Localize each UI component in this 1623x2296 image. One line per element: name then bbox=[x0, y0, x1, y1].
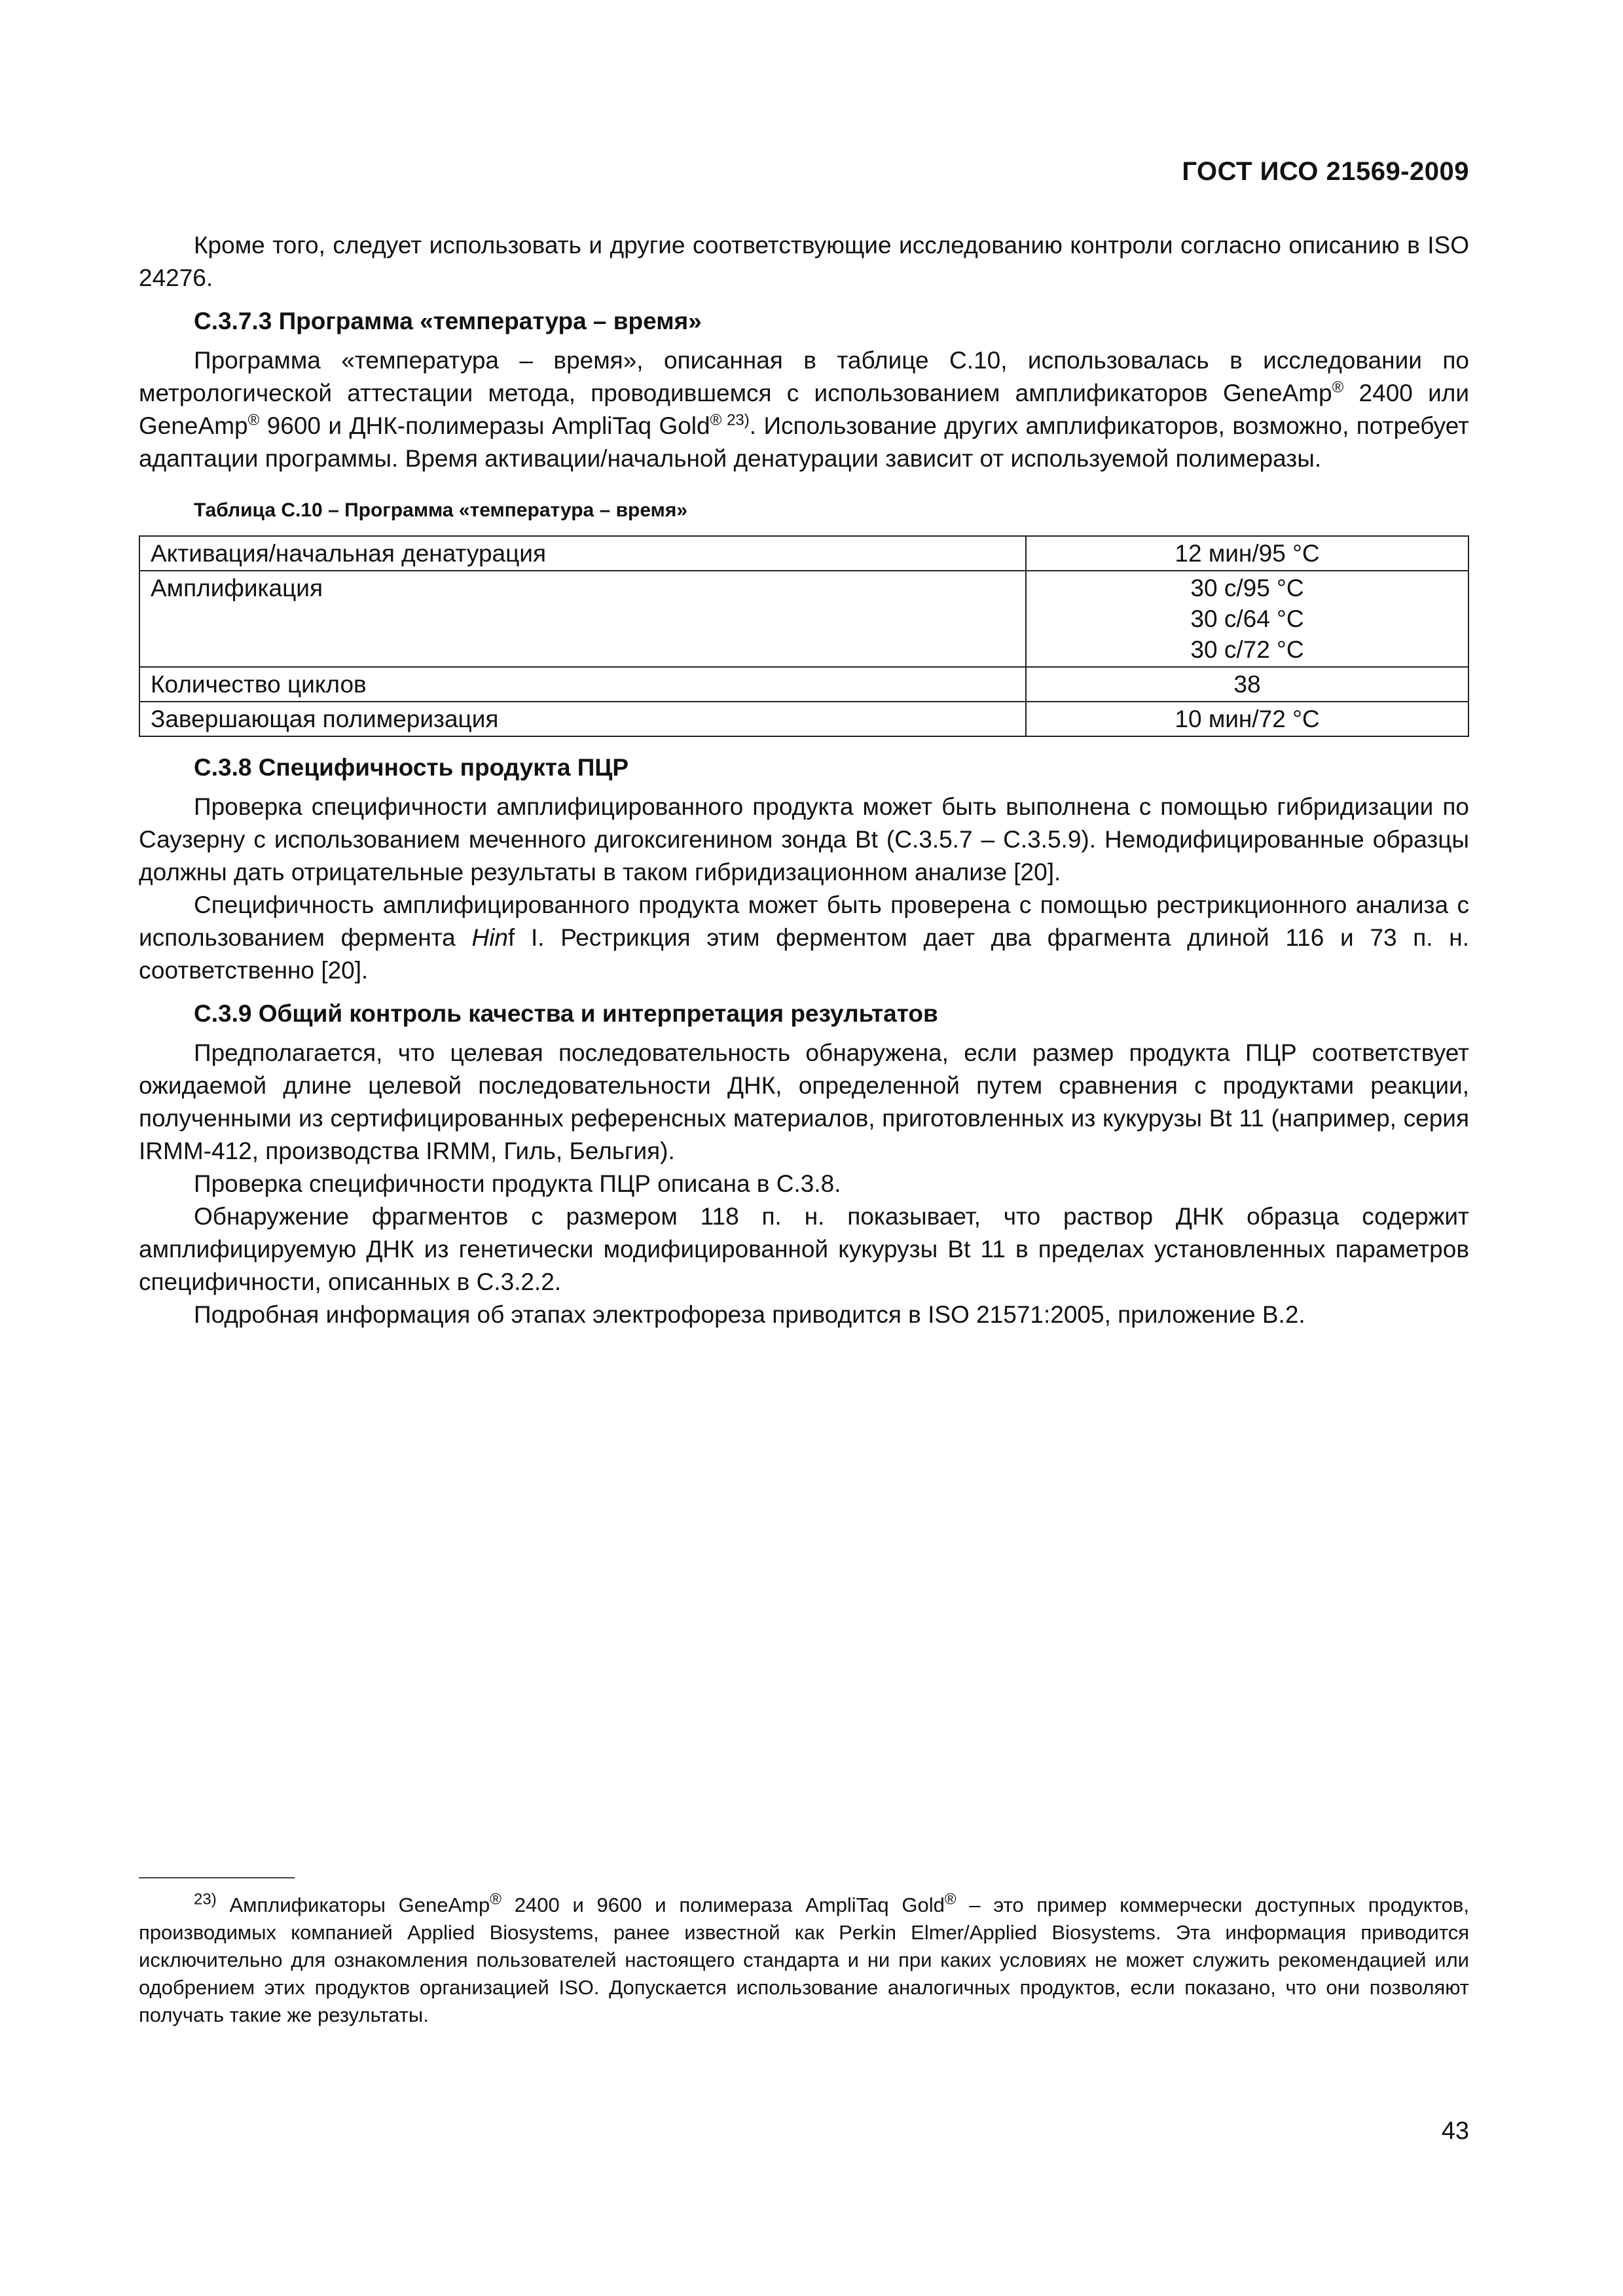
intro-paragraph: Кроме того, следует использовать и другие соответствующие исследованию контроли согласно описанию в ISO 24276. bbox=[139, 232, 1469, 291]
paragraph-c39-2: Проверка специфичности продукта ПЦР описана в С.3.8. bbox=[194, 1170, 841, 1197]
footnote bbox=[139, 1892, 1469, 2029]
table-cell-name: Завершающая полимеризация bbox=[139, 702, 1026, 736]
registered-mark: ® bbox=[1332, 378, 1344, 397]
table-row bbox=[139, 702, 1468, 736]
paragraph-c373 bbox=[139, 344, 1469, 475]
paragraph-c38-2 bbox=[139, 889, 1469, 987]
table-cell-value: 12 мин/95 °С bbox=[1026, 536, 1468, 571]
text-fragment: . Использование других амплификаторов, возможно, потребует адаптации программы. Время активации/начальной денатурации зависит от используемой полимеразы. bbox=[139, 412, 1469, 472]
table-cell-name: Амплификация bbox=[139, 571, 1026, 667]
registered-mark: ® bbox=[490, 1890, 501, 1909]
table-cell-value: 10 мин/72 °С bbox=[1026, 702, 1468, 736]
text-fragment: f I. Рестрикция этим ферментом дает два фрагмента длиной 116 и 73 п. н. соответственно [20]. bbox=[139, 924, 1469, 984]
text-fragment: 9600 и ДНК-полимеразы AmpliTaq Gold bbox=[259, 412, 710, 439]
table-cell-name: Активация/начальная денатурация bbox=[139, 536, 1026, 571]
text-fragment: 2400 или GeneAmp bbox=[139, 380, 1470, 439]
registered-mark: ® bbox=[247, 411, 260, 429]
footnote-marker: 23) bbox=[194, 1890, 217, 1909]
section-heading-c39: С.3.9 Общий контроль качества и интерпретация результатов bbox=[194, 1000, 938, 1027]
registered-mark: ® bbox=[944, 1890, 957, 1909]
program-table bbox=[139, 535, 1469, 737]
text-fragment: Амплификаторы GeneAmp bbox=[216, 1893, 490, 1916]
page-number: 43 bbox=[1441, 2117, 1469, 2145]
footnote-divider bbox=[139, 1877, 295, 1878]
paragraph-c39-3: Обнаружение фрагментов с размером 118 п. н. показывает, что раствор ДНК образца содержит амплифицируемую ДНК из генетически модифицированной кукурузы Bt 11 в пределах установленных параметров специфичности, описанных в С.3.2.2. bbox=[139, 1203, 1469, 1295]
table-row bbox=[139, 667, 1468, 702]
enzyme-name-italic: Hin bbox=[471, 924, 508, 951]
table-cell-line: 30 с/72 °С bbox=[1190, 636, 1304, 663]
footnote-reference: ® 23) bbox=[710, 411, 750, 429]
table-cell-line: 30 с/95 °С bbox=[1190, 575, 1304, 601]
document-header: ГОСТ ИСО 21569-2009 bbox=[1182, 157, 1469, 186]
paragraph-c39-4: Подробная информация об этапах электрофореза приводится в ISO 21571:2005, приложение В.2. bbox=[194, 1301, 1305, 1328]
table-cell-line: 30 с/64 °С bbox=[1190, 605, 1304, 632]
main-content bbox=[139, 229, 1469, 1331]
text-fragment: 2400 и 9600 и полимераза AmpliTaq Gold bbox=[501, 1893, 945, 1916]
paragraph-c39-1: Предполагается, что целевая последовательность обнаружена, если размер продукта ПЦР соответствует ожидаемой длине целевой последовательности ДНК, определенной путем сравнения с продуктами реакции, полученными из сертифицированных референсных материалов, приготовленных из кукурузы Bt 11 (например, серия IRMM-412, производства IRMM, Гиль, Бельгия). bbox=[139, 1039, 1469, 1164]
text-fragment: Программа «температура – время», описанная в таблице С.10, использовалась в исследовании по метрологической аттестации метода, проводившемся с использованием амплификаторов GeneAmp bbox=[139, 347, 1469, 406]
section-heading-c38: С.3.8 Специфичность продукта ПЦР bbox=[194, 754, 629, 781]
footnote-text bbox=[139, 1892, 1469, 2029]
text-fragment: – это пример коммерчески доступных продуктов, производимых компанией Applied Biosystems, ранее известной как Perkin Elmer/Applied Biosystems. Эта информация приводится исключительно для ознакомления пользователей настоящего стандарта и ни при каких условиях не может служить рекомендацией или одобрением этих продуктов организацией ISO. Допускается использование аналогичных продуктов, если показано, что они позволяют получать такие же результаты. bbox=[139, 1893, 1469, 2026]
table-cell-value: 38 bbox=[1026, 667, 1468, 702]
table-cell-name: Количество циклов bbox=[139, 667, 1026, 702]
table-row bbox=[139, 571, 1468, 667]
section-heading-c373: C.3.7.3 Программа «температура – время» bbox=[194, 308, 702, 334]
table-cell-value bbox=[1026, 571, 1468, 667]
text-fragment: Специфичность амплифицированного продукта может быть проверена с помощью рестрикционного анализа с использованием фермента bbox=[139, 891, 1469, 951]
table-caption: Таблица С.10 – Программа «температура – время» bbox=[194, 499, 688, 521]
table-row bbox=[139, 536, 1468, 571]
paragraph-c38-1: Проверка специфичности амплифицированного продукта может быть выполнена с помощью гибридизации по Саузерну с использованием меченного дигоксигенином зонда Bt (С.3.5.7 – С.3.5.9). Немодифицированные образцы должны дать отрицательные результаты в таком гибридизационном анализе [20]. bbox=[139, 793, 1469, 886]
